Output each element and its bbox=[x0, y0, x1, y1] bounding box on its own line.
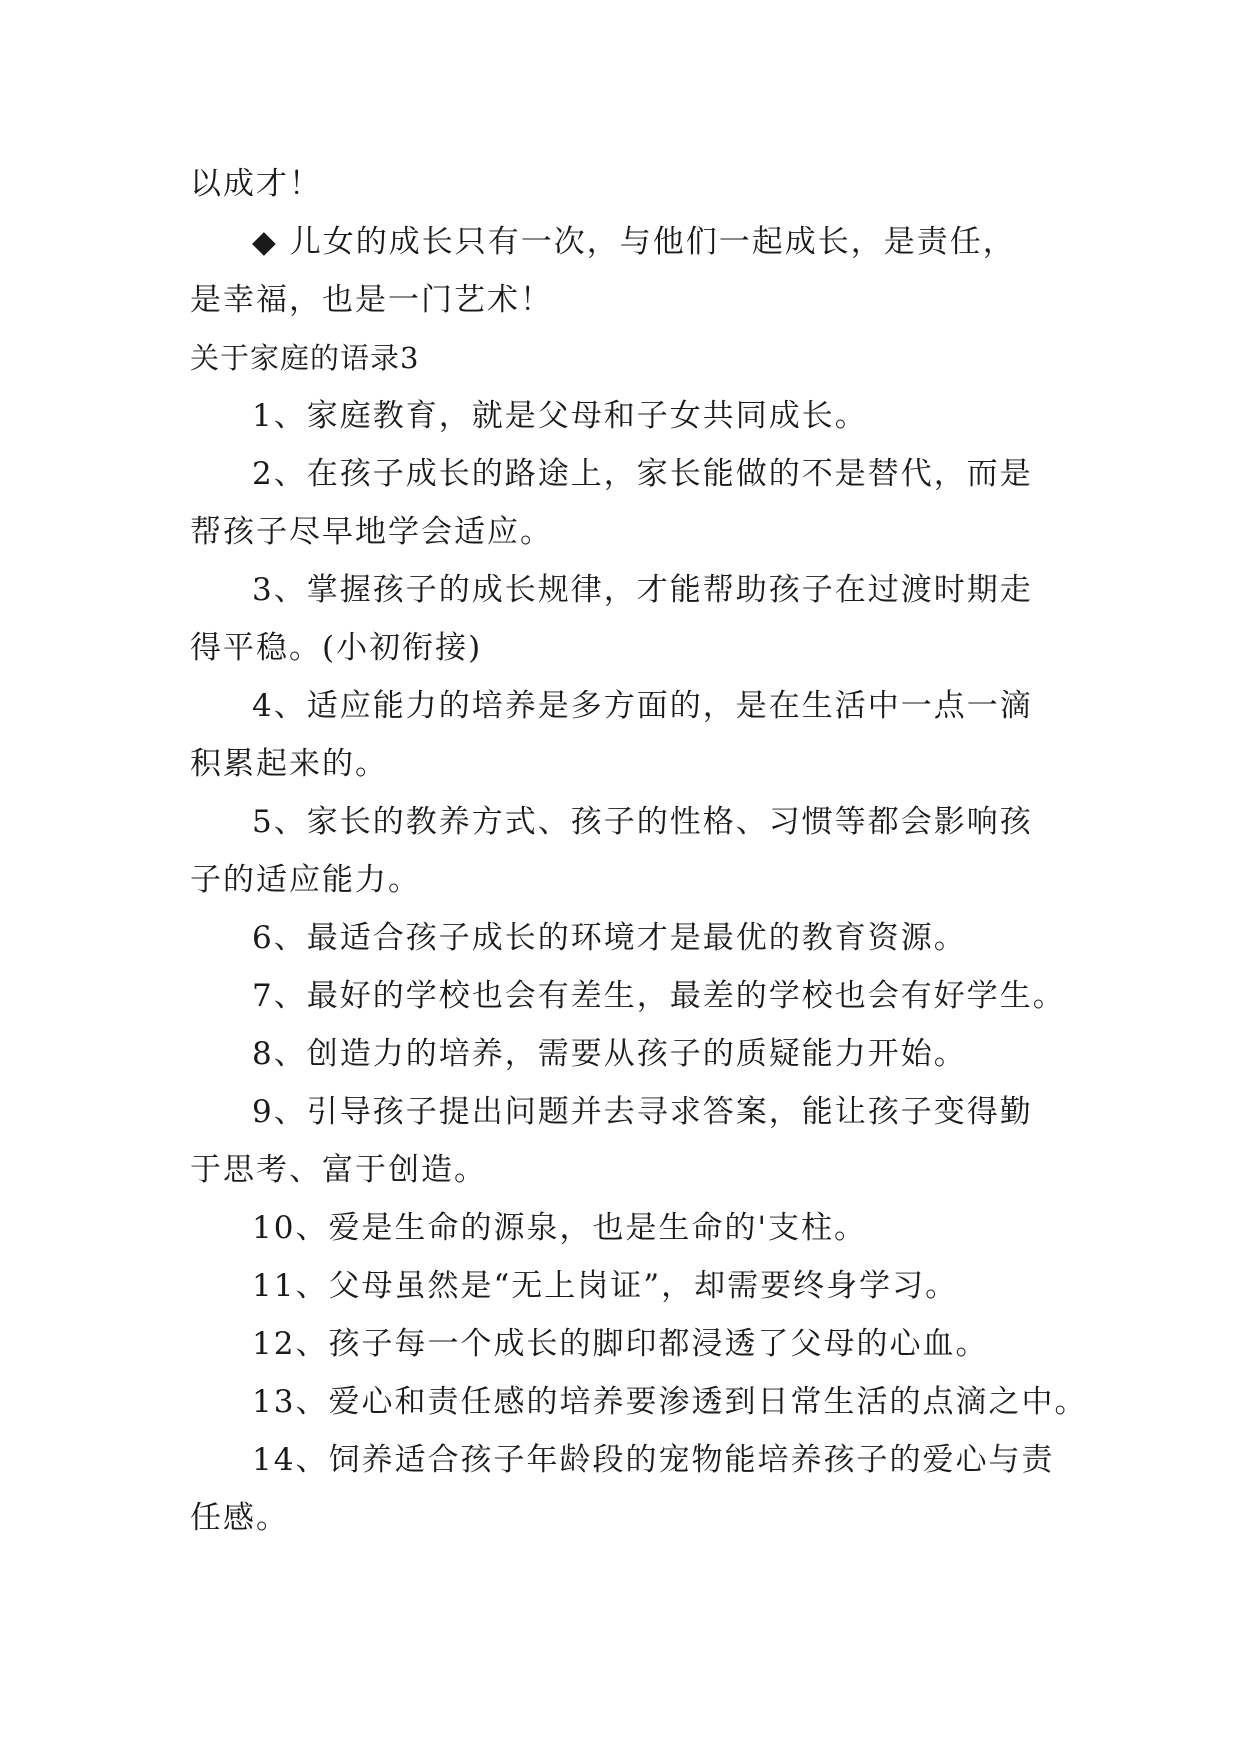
text-line: 得平稳。(小初衔接) bbox=[190, 630, 483, 666]
text-line: 于思考、富于创造。 bbox=[190, 1152, 487, 1188]
bullet-paragraph-line: ◆ 儿女的成长只有一次，与他们一起成长，是责任， bbox=[252, 224, 1016, 260]
list-item-line: 7、最好的学校也会有差生，最差的学校也会有好学生。 bbox=[252, 978, 1066, 1014]
list-item-line: 3、掌握孩子的成长规律，才能帮助孩子在过渡时期走 bbox=[252, 572, 1033, 608]
list-item-line: 14、饲养适合孩子年龄段的宠物能培养孩子的爱心与责 bbox=[252, 1442, 1055, 1478]
text-line: 帮孩子尽早地学会适应。 bbox=[190, 514, 553, 550]
list-item-line: 11、父母虽然是“无上岗证”，却需要终身学习。 bbox=[252, 1268, 959, 1304]
text-line: 以成才！ bbox=[190, 166, 322, 202]
list-item-line: 9、引导孩子提出问题并去寻求答案，能让孩子变得勤 bbox=[252, 1094, 1033, 1130]
list-item-line: 8、创造力的培养，需要从孩子的质疑能力开始。 bbox=[252, 1036, 967, 1072]
text-line: 是幸福，也是一门艺术！ bbox=[190, 282, 553, 318]
text-line: 任感。 bbox=[190, 1500, 289, 1536]
list-item-line: 5、家长的教养方式、孩子的性格、习惯等都会影响孩 bbox=[252, 804, 1033, 840]
text-line: 子的适应能力。 bbox=[190, 862, 421, 898]
list-item-line: 1、家庭教育，就是父母和子女共同成长。 bbox=[252, 398, 868, 434]
list-item-line: 6、最适合孩子成长的环境才是最优的教育资源。 bbox=[252, 920, 967, 956]
document-body bbox=[190, 155, 1088, 1547]
list-item-line: 13、爱心和责任感的培养要渗透到日常生活的点滴之中。 bbox=[252, 1384, 1088, 1420]
section-heading: 关于家庭的语录3 bbox=[190, 341, 420, 375]
list-item-line: 10、爱是生命的源泉，也是生命的'支柱。 bbox=[252, 1210, 867, 1246]
list-item-line: 4、适应能力的培养是多方面的，是在生活中一点一滴 bbox=[252, 688, 1033, 724]
list-item-line: 12、孩子每一个成长的脚印都浸透了父母的心血。 bbox=[252, 1326, 989, 1362]
text-line: 积累起来的。 bbox=[190, 746, 388, 782]
list-item-line: 2、在孩子成长的路途上，家长能做的不是替代，而是 bbox=[252, 456, 1033, 492]
